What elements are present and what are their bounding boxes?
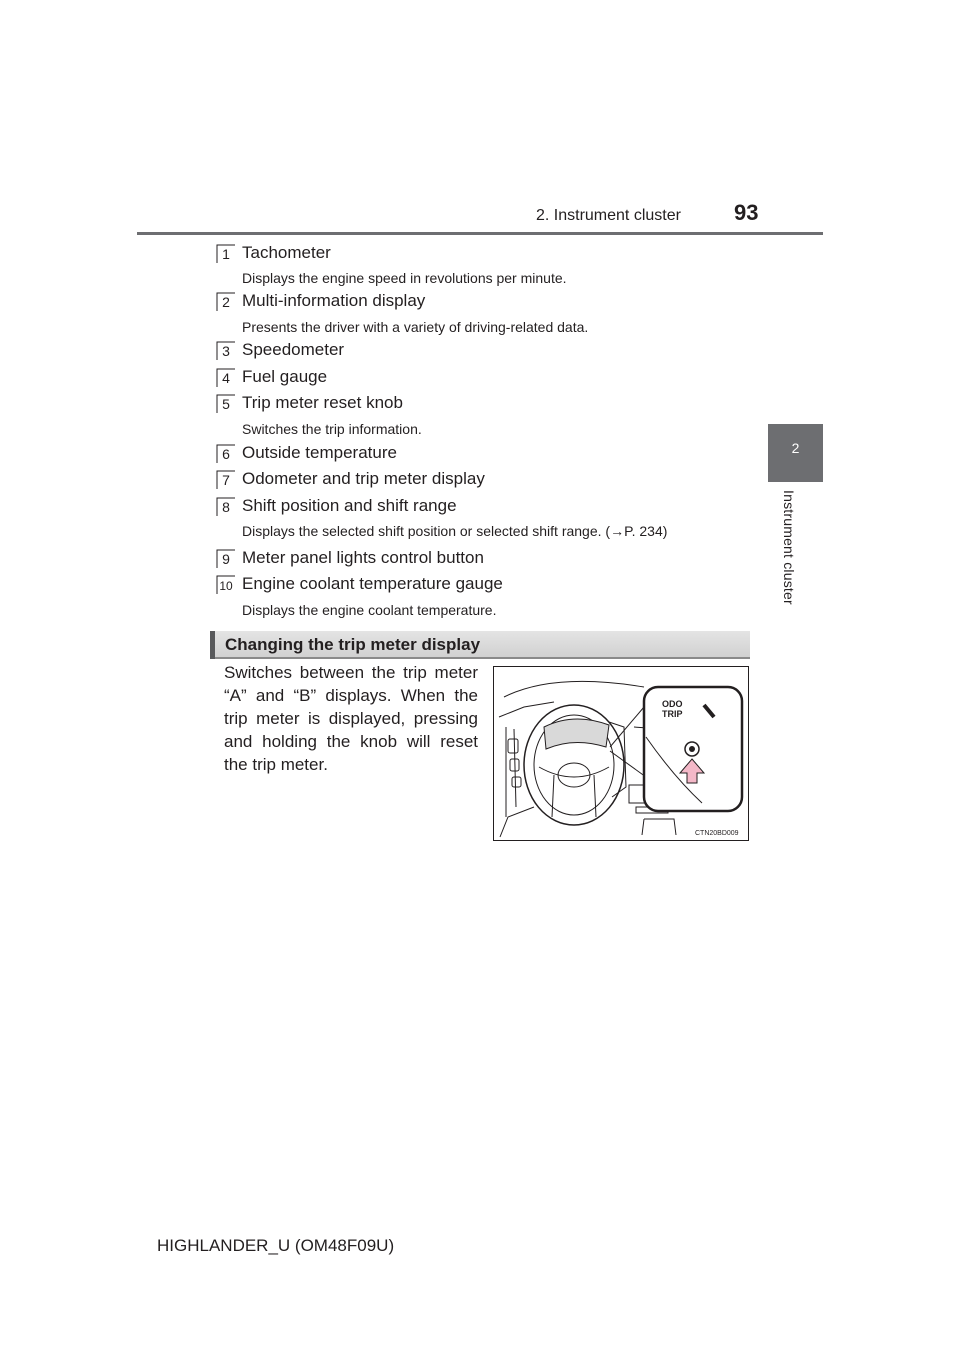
svg-text:7: 7 xyxy=(222,472,230,488)
item-description: Displays the engine coolant temperature. xyxy=(242,602,497,618)
callout-label-trip: TRIP xyxy=(662,709,683,719)
item-label: Trip meter reset knob xyxy=(242,393,403,412)
section-title: Changing the trip meter display xyxy=(225,635,481,654)
svg-text:3: 3 xyxy=(222,343,230,359)
header-rule xyxy=(137,232,823,235)
item-number-badge xyxy=(216,341,236,361)
item-number-badge xyxy=(216,497,236,517)
item-number-badge xyxy=(216,394,236,414)
item-label: Speedometer xyxy=(242,340,345,359)
item-label: Meter panel lights control button xyxy=(242,548,484,567)
chapter-tab-label: Instrument cluster xyxy=(781,490,797,605)
item-label: Multi-information display xyxy=(242,291,426,310)
callout-label-odo: ODO xyxy=(662,699,683,709)
dashboard-illustration xyxy=(493,666,749,841)
item-label: Engine coolant temperature gauge xyxy=(242,574,503,593)
item-description: Presents the driver with a variety of driving-related data. xyxy=(242,319,589,335)
item-label: Shift position and shift range xyxy=(242,496,457,515)
item-label: Odometer and trip meter display xyxy=(242,469,485,488)
item-description: Switches the trip information. xyxy=(242,421,422,437)
item-label: Outside temperature xyxy=(242,443,397,462)
dashboard-drawing xyxy=(494,667,748,840)
item-description: Displays the selected shift position or selected shift range. (→P. 234) xyxy=(242,523,668,539)
item-label: Fuel gauge xyxy=(242,367,328,386)
svg-text:1: 1 xyxy=(222,246,230,262)
section-body: Switches between the trip meter “A” and “B” displays. When the trip meter is displayed, pressing and holding the knob will reset the trip meter. xyxy=(224,663,478,774)
svg-text:5: 5 xyxy=(222,396,230,412)
item-number-badge xyxy=(216,444,236,464)
chapter-tab-number: 2 xyxy=(791,440,800,456)
svg-text:9: 9 xyxy=(222,551,230,567)
footer-model: HIGHLANDER_U (OM48F09U) xyxy=(157,1236,395,1255)
item-number-badge xyxy=(216,549,236,569)
chapter-title: 2. Instrument cluster xyxy=(536,207,681,224)
item-number-badge xyxy=(216,470,236,490)
svg-text:2: 2 xyxy=(222,294,230,310)
item-number-badge xyxy=(216,244,236,264)
section-heading-bar xyxy=(210,631,750,659)
svg-text:8: 8 xyxy=(222,499,230,515)
item-description: Displays the engine speed in revolutions per minute. xyxy=(242,270,567,286)
item-number-badge xyxy=(216,368,236,388)
item-number-badge xyxy=(216,575,236,595)
illustration-code: CTN20BD009 xyxy=(695,830,739,837)
section-heading-accent xyxy=(210,631,215,659)
svg-text:6: 6 xyxy=(222,446,230,462)
svg-text:10: 10 xyxy=(219,579,233,593)
page-number: 93 xyxy=(734,200,759,225)
item-number-badge xyxy=(216,292,236,312)
item-label: Tachometer xyxy=(242,243,331,262)
svg-text:4: 4 xyxy=(222,370,230,386)
